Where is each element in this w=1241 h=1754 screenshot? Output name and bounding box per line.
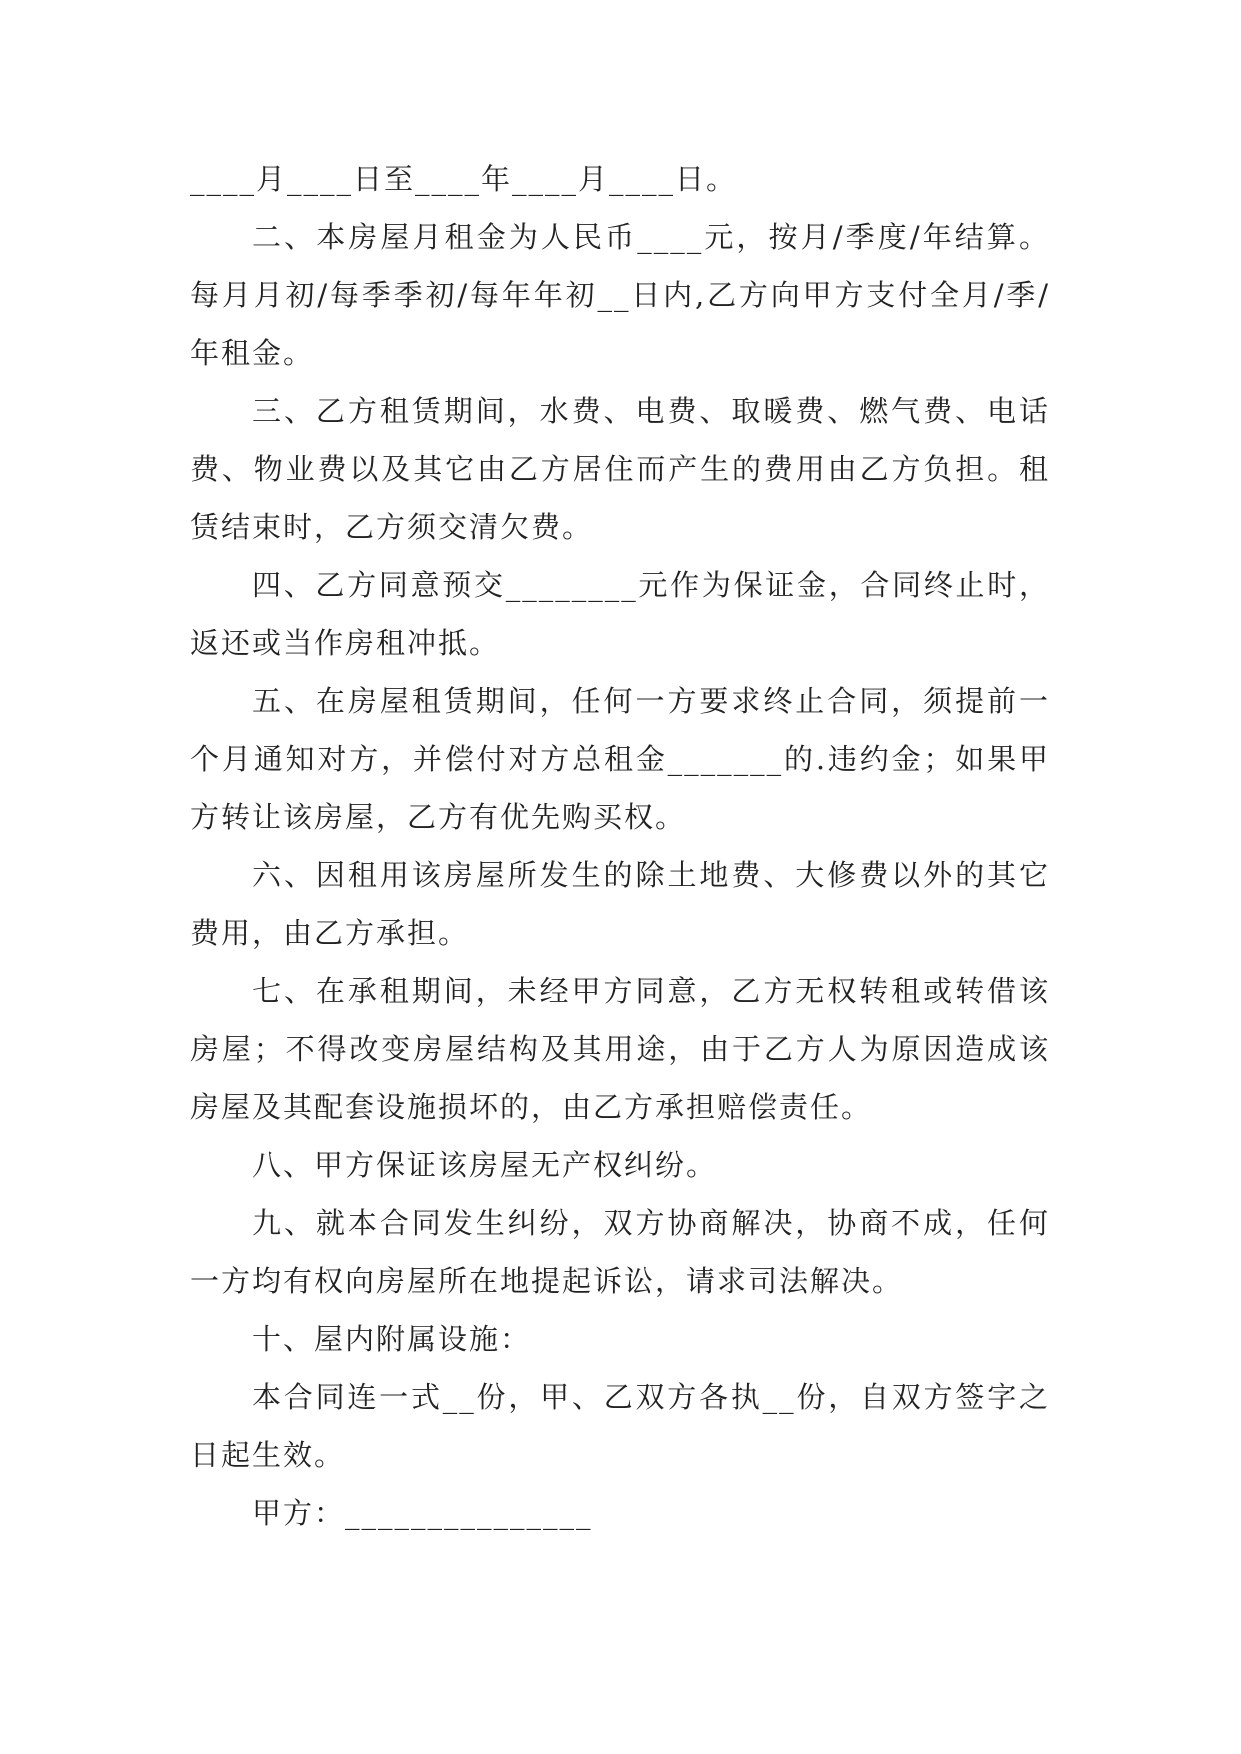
paragraph-other-fees: 六、因租用该房屋所发生的除土地费、大修费以外的其它费用，由乙方承担。	[190, 858, 1050, 950]
paragraph-ownership: 八、甲方保证该房屋无产权纠纷。	[252, 1148, 718, 1182]
paragraph-sublease: 七、在承租期间，未经甲方同意，乙方无权转租或转借该房屋；不得改变房屋结构及其用途，由于乙方人为原因造成该房屋及其配套设施损坏的，由乙方承担赔偿责任。	[190, 974, 1050, 1124]
paragraph-termination: 五、在房屋租赁期间，任何一方要求终止合同，须提前一个月通知对方，并偿付对方总租金_______的.违约金；如果甲方转让该房屋，乙方有优先购买权。	[190, 684, 1050, 834]
contract-page	[190, 150, 1050, 1542]
paragraph-rent: 二、本房屋月租金为人民币____元，按月/季度/年结算。每月月初/每季季初/每年年初__日内,乙方向甲方支付全月/季/年租金。	[190, 220, 1050, 370]
signature-party-a: 甲方：_______________	[252, 1496, 593, 1530]
paragraph-facilities: 十、屋内附属设施：	[252, 1322, 532, 1356]
paragraph-utilities: 三、乙方租赁期间，水费、电费、取暖费、燃气费、电话费、物业费以及其它由乙方居住而产生的费用由乙方负担。租赁结束时，乙方须交清欠费。	[190, 394, 1050, 544]
paragraph-deposit: 四、乙方同意预交________元作为保证金，合同终止时，返还或当作房租冲抵。	[190, 568, 1050, 660]
paragraph-copies: 本合同连一式__份，甲、乙双方各执__份，自双方签字之日起生效。	[190, 1380, 1050, 1472]
paragraph-disputes: 九、就本合同发生纠纷，双方协商解决，协商不成，任何一方均有权向房屋所在地提起诉讼，请求司法解决。	[190, 1206, 1050, 1298]
paragraph-term-dates: ____月____日至____年____月____日。	[190, 162, 738, 196]
